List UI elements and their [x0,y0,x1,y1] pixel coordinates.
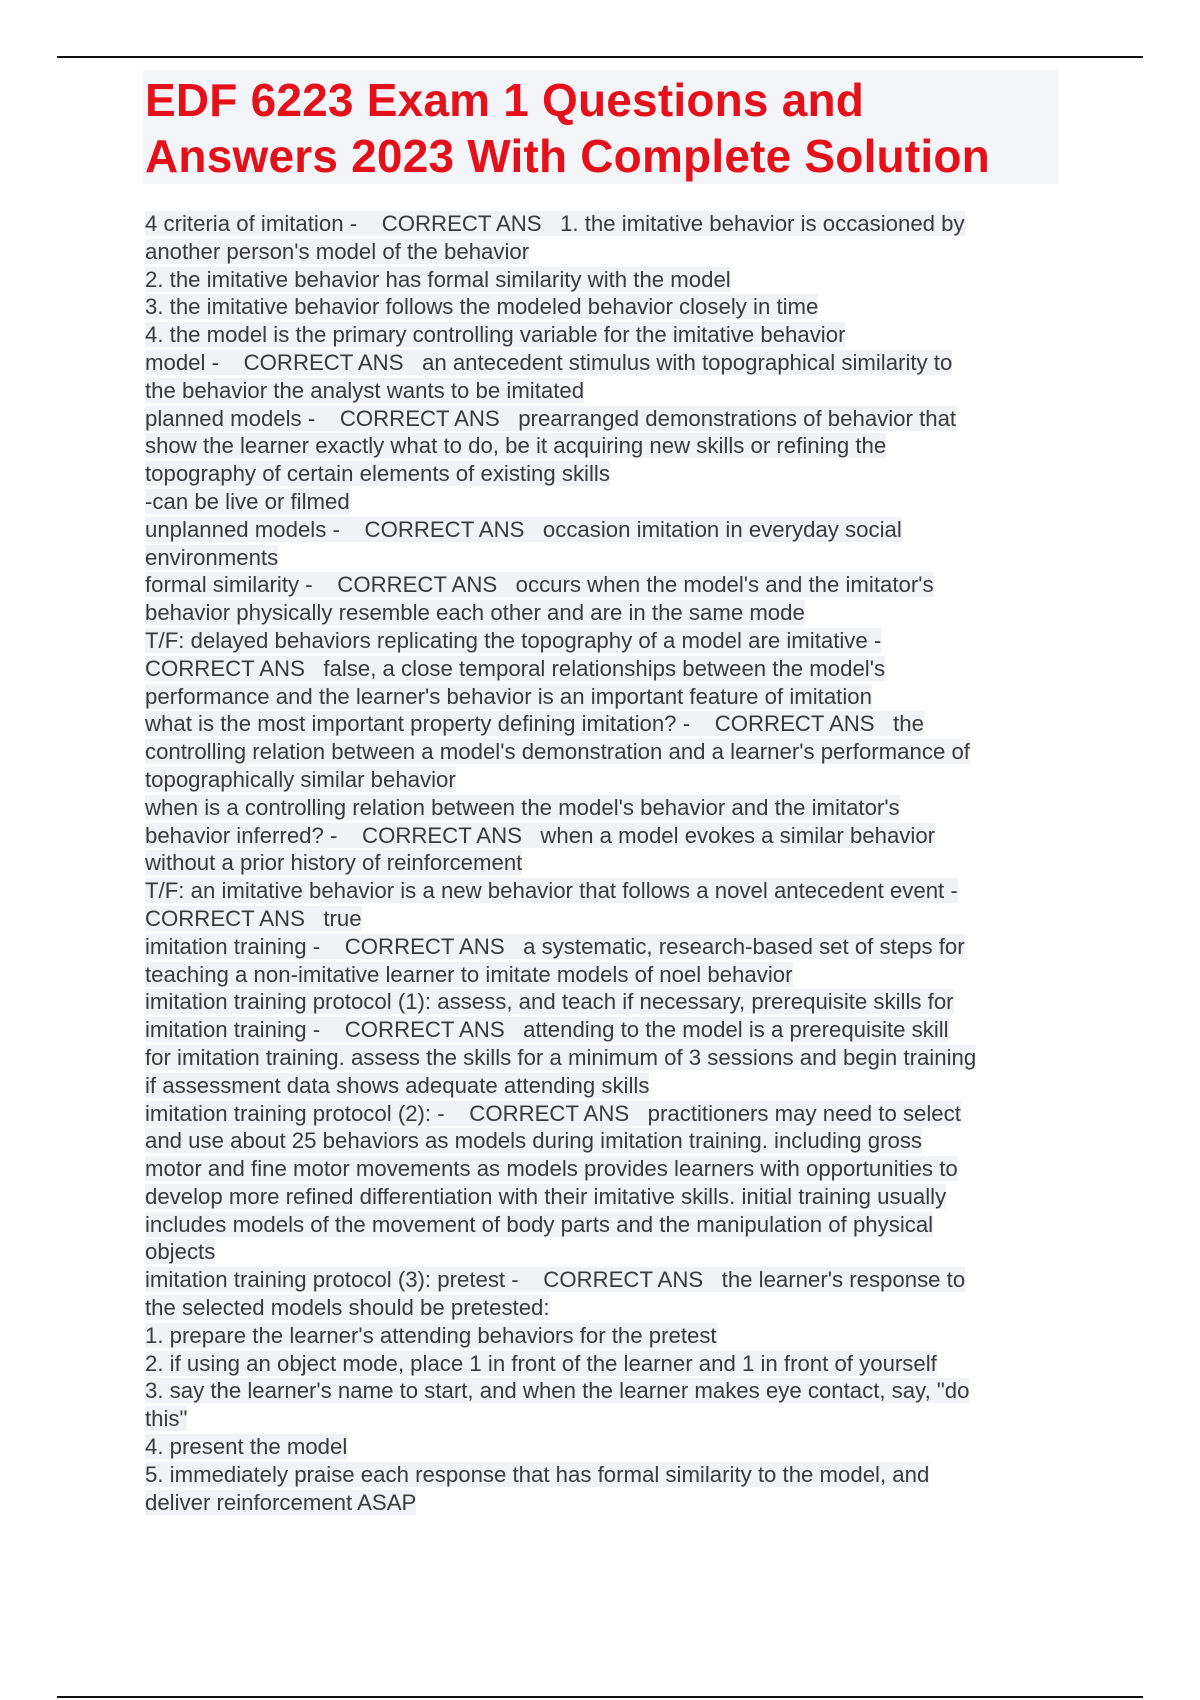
text-line-content: this" [145,1406,188,1432]
text-line [145,1350,1065,1378]
document-body [145,210,1065,1516]
text-line-content: 4 criteria of imitation - CORRECT ANS 1. the imitative behavior is occasioned by [145,211,965,236]
text-line [145,293,1065,321]
text-line-content: deliver reinforcement ASAP [145,1489,417,1515]
text-line-content: the behavior the analyst wants to be imitated [145,377,585,403]
text-line [145,1238,1065,1266]
text-line-content: 2. the imitative behavior has formal similarity with the model [145,266,731,292]
text-line [145,1377,1065,1405]
text-line-content: 4. the model is the primary controlling variable for the imitative behavior [145,322,846,348]
text-line-content: 5. immediately praise each response that has formal similarity to the model, and [145,1461,930,1487]
text-line-content: planned models - CORRECT ANS prearranged demonstrations of behavior that [145,405,957,431]
text-line [145,432,1065,460]
text-line-content: includes models of the movement of body parts and the manipulation of physical [145,1211,934,1237]
text-line-content: show the learner exactly what to do, be it acquiring new skills or refining the [145,433,887,459]
text-line [145,627,1065,655]
text-line [145,1266,1065,1294]
text-line-content: 1. prepare the learner's attending behaviors for the pretest [145,1322,717,1348]
text-line [145,266,1065,294]
text-line-content: what is the most important property defining imitation? - CORRECT ANS the [145,711,924,737]
text-line-content: behavior physically resemble each other and are in the same mode [145,600,805,626]
text-line [145,933,1065,961]
text-line [145,1044,1065,1072]
text-line [145,822,1065,850]
text-line [145,460,1065,488]
text-line [145,794,1065,822]
text-line [145,849,1065,877]
text-line-content: imitation training - CORRECT ANS a systematic, research-based set of steps for [145,933,965,959]
text-line [145,683,1065,711]
text-line [145,905,1065,933]
text-line-content: the selected models should be pretested: [145,1295,550,1321]
text-line-content: for imitation training. assess the skills for a minimum of 3 sessions and begin training [145,1044,977,1070]
text-line [145,1155,1065,1183]
text-line-content: performance and the learner's behavior is an important feature of imitation [145,683,872,709]
document-title [145,72,1055,184]
text-line-content: imitation training protocol (1): assess, and teach if necessary, prerequisite skills for [145,989,954,1015]
text-line [145,349,1065,377]
text-line-content: motor and fine motor movements as models provides learners with opportunities to [145,1156,958,1182]
text-line-content: imitation training protocol (2): - CORRECT ANS practitioners may need to select [145,1100,961,1126]
text-line-content: topographically similar behavior [145,766,456,792]
text-line [145,210,1065,238]
text-line [145,1489,1065,1517]
text-line [145,544,1065,572]
text-line-content: teaching a non-imitative learner to imitate models of noel behavior [145,961,793,987]
text-line-content: T/F: an imitative behavior is a new behavior that follows a novel antecedent event - [145,878,958,904]
text-line [145,877,1065,905]
text-line-content: CORRECT ANS false, a close temporal relationships between the model's [145,655,886,681]
text-line-content: imitation training protocol (3): pretest - CORRECT ANS the learner's response to [145,1267,966,1293]
title-line: EDF 6223 Exam 1 Questions and [145,74,865,126]
text-line [145,655,1065,683]
text-line-content: controlling relation between a model's demonstration and a learner's performance of [145,739,970,765]
text-line-content: develop more refined differentiation with their imitative skills. initial training usually [145,1183,947,1209]
text-line-content: behavior inferred? - CORRECT ANS when a model evokes a similar behavior [145,822,936,848]
text-line [145,1100,1065,1128]
text-line-content: 4. present the model [145,1434,348,1460]
text-line-content: environments [145,544,279,570]
text-line-content: unplanned models - CORRECT ANS occasion imitation in everyday social [145,516,902,542]
text-line [145,1322,1065,1350]
text-line-content: CORRECT ANS true [145,905,362,931]
text-line-content: formal similarity - CORRECT ANS occurs when the model's and the imitator's [145,572,934,598]
text-line [145,516,1065,544]
text-line [145,1127,1065,1155]
text-line-content: if assessment data shows adequate attending skills [145,1072,650,1098]
text-line [145,710,1065,738]
text-line-content: model - CORRECT ANS an antecedent stimulus with topographical similarity to [145,349,953,375]
top-rule [57,56,1143,58]
text-line [145,1183,1065,1211]
text-line [145,488,1065,516]
text-line-content: imitation training - CORRECT ANS attending to the model is a prerequisite skill [145,1017,949,1043]
text-line [145,961,1065,989]
text-line [145,1211,1065,1239]
text-line-content: 3. say the learner's name to start, and when the learner makes eye contact, say, "do [145,1378,970,1404]
text-line [145,599,1065,627]
text-line [145,1433,1065,1461]
text-line-content: objects [145,1239,216,1265]
text-line-content: and use about 25 behaviors as models during imitation training. including gross [145,1128,923,1154]
text-line-content: without a prior history of reinforcement [145,850,523,876]
text-line [145,1294,1065,1322]
text-line-content: another person's model of the behavior [145,238,530,264]
text-line [145,1072,1065,1100]
text-line-content: when is a controlling relation between the model's behavior and the imitator's [145,794,900,820]
text-line [145,238,1065,266]
text-line [145,321,1065,349]
text-line [145,1016,1065,1044]
text-line-content: 3. the imitative behavior follows the modeled behavior closely in time [145,294,819,320]
bottom-rule [57,1696,1143,1698]
title-line: Answers 2023 With Complete Solution [145,130,990,182]
text-line-content: T/F: delayed behaviors replicating the topography of a model are imitative - [145,627,882,653]
text-line-content: 2. if using an object mode, place 1 in front of the learner and 1 in front of yourself [145,1350,937,1376]
text-line-content: -can be live or filmed [145,488,350,514]
text-line [145,988,1065,1016]
text-line [145,571,1065,599]
text-line [145,1405,1065,1433]
text-line-content: topography of certain elements of existing skills [145,461,610,487]
text-line [145,405,1065,433]
text-line [145,377,1065,405]
text-line [145,738,1065,766]
text-line [145,1461,1065,1489]
text-line [145,766,1065,794]
